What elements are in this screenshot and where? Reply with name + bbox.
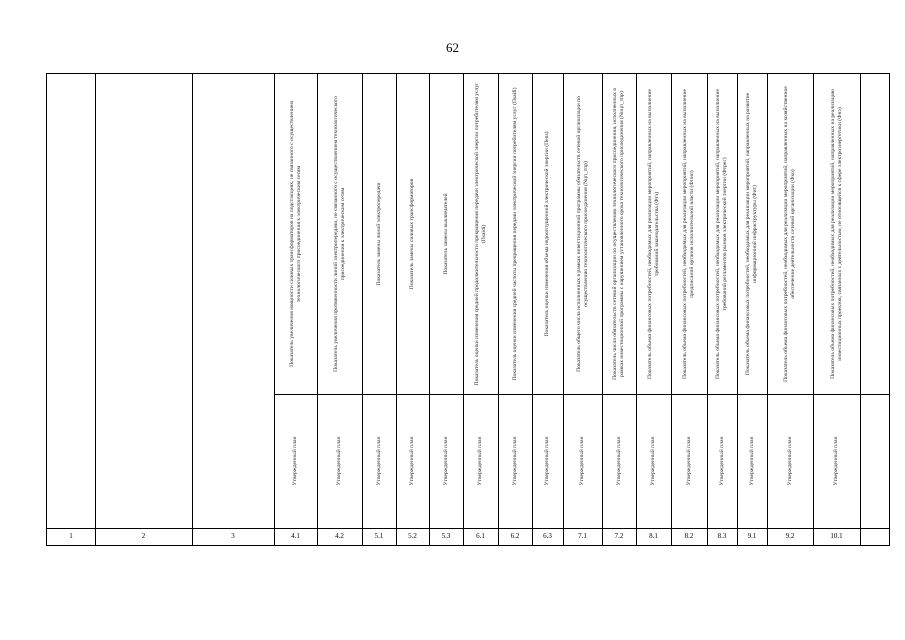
column-number: 1 — [69, 532, 73, 540]
column-number: 9.2 — [785, 532, 795, 540]
plan-label-9-2-cell — [767, 396, 813, 526]
plan-label-8-3-cell — [707, 396, 737, 526]
header-plan-divider — [274, 394, 889, 395]
indicator-header-4-1: Показатель увеличения мощности силовых трансформаторов на подстанциях, не связанного с осуществлением технологического присоединения к электрическим сетям — [288, 101, 302, 367]
plan-label-9-1-cell — [737, 396, 767, 526]
plan-label-10-1: Утвержденный план — [833, 436, 840, 486]
indicator-header-8-3-cell — [707, 76, 737, 392]
plan-label-6-1-cell — [463, 396, 498, 526]
indicator-header-7-2: Показатель числа обязательств сетевой организации по осуществлению технологического присоединения, исполненных в рамках инвестиционной программы с нарушением установленного срока технологического присоединения (Nнцп_тпр) — [612, 88, 625, 380]
indicator-header-5-1-cell — [362, 76, 396, 392]
plan-label-5-2-cell — [396, 396, 429, 526]
plan-label-4-2: Утвержденный план — [336, 436, 343, 486]
indicator-header-4-1-cell — [274, 76, 317, 392]
column-number: 4.2 — [335, 532, 344, 540]
plan-label-4-1-cell — [274, 396, 317, 526]
plan-label-8-2: Утвержденный план — [685, 436, 692, 486]
column-number: 5.2 — [408, 532, 417, 540]
column-divider — [95, 74, 96, 545]
column-number: 5.1 — [374, 532, 384, 540]
plan-label-7-1-cell — [563, 396, 602, 526]
plan-label-6-2: Утвержденный план — [511, 436, 518, 486]
indicator-header-7-2-cell — [602, 76, 636, 392]
column-divider — [192, 74, 193, 545]
indicator-header-10-1-cell — [813, 76, 860, 392]
plan-label-4-2-cell — [317, 396, 362, 526]
plan-label-6-3-cell — [532, 396, 563, 526]
plan-label-10-1-cell — [813, 396, 860, 526]
plan-label-5-3: Утвержденный план — [442, 436, 449, 486]
column-number: 6.2 — [510, 532, 520, 540]
indicator-header-6-2-cell — [498, 76, 532, 392]
indicator-header-6-1: Показатель оценки изменения средней продолжительности прекращения передачи электрической энергии потребителям услуг (Пsaidi) — [473, 82, 487, 386]
indicator-header-5-3: Показатель замены выключателей — [442, 193, 449, 275]
indicator-header-5-3-cell — [429, 76, 463, 392]
indicator-header-6-3-cell — [532, 76, 563, 392]
indicator-header-9-2: Показатель объема финансовых потребностей, необходимых для реализации мероприятий, направленных на хозяйственное обеспечение деятельности сетевой организации (Фхо) — [783, 86, 796, 382]
plan-label-6-2-cell — [498, 396, 532, 526]
indicator-header-8-3: Показатель объема финансовых потребностей, необходимых для реализации мероприятий, направленных на выполнение требований регламентов рынков электрической энергии (Фтрег) — [715, 88, 728, 380]
column-number: 5.3 — [441, 532, 451, 540]
column-divider — [860, 74, 861, 545]
indicator-header-8-2: Показатель объема финансовых потребностей, необходимых для реализации мероприятий, направленных на выполнение предписаний органов исполнительной власти (Фпип) — [682, 88, 695, 380]
indicator-header-5-1: Показатель замены линий электропередачи — [375, 182, 382, 286]
column-number: 4.1 — [291, 532, 300, 540]
indicator-header-6-1-cell — [463, 76, 498, 392]
plan-label-6-1: Утвержденный план — [477, 436, 484, 486]
plan-label-5-2: Утвержденный план — [409, 436, 416, 486]
indicator-header-8-2-cell — [671, 76, 707, 392]
column-number: 8.2 — [684, 532, 694, 540]
plan-label-8-1-cell — [636, 396, 671, 526]
plan-label-5-3-cell — [429, 396, 463, 526]
plan-label-8-1: Утвержденный план — [650, 436, 657, 486]
plan-label-6-3: Утвержденный план — [544, 436, 551, 486]
indicator-header-6-3: Показатель оценки изменения объема недоотпущенной электрической энергии (Пens) — [544, 131, 551, 337]
indicator-header-7-1-cell — [563, 76, 602, 392]
indicator-header-8-1-cell — [636, 76, 671, 392]
column-number: 7.2 — [614, 532, 624, 540]
plan-label-9-2: Утвержденный план — [786, 436, 793, 486]
plan-label-7-1: Утвержденный план — [579, 436, 586, 486]
indicator-header-9-1: Показатель объема финансовых потребностей, необходимых для реализации мероприятий, направленных на развитие информационной инфраструктуры (Фит) — [745, 92, 758, 376]
indicator-header-6-2: Показатель оценки изменения средней частоты прекращения передачи электрической энергии потребителям услуг (Пsaifi) — [511, 87, 518, 381]
column-number: 8.1 — [649, 532, 658, 540]
indicator-header-10-1: Показатель объема финансовых потребностей, необходимых для реализации мероприятий, направленных на реализацию инвестиционных проектов, связанных с деятельностью, не относящейся к сфере электроэнергетики (Фнэ) — [829, 89, 843, 379]
indicators-table — [46, 73, 890, 546]
plan-label-7-2: Утвержденный план — [615, 436, 622, 486]
indicator-header-9-2-cell — [767, 76, 813, 392]
plan-label-5-1: Утвержденный план — [375, 436, 382, 486]
indicator-header-5-2: Показатель замены силовых трансформаторов — [409, 178, 416, 290]
plan-label-5-1-cell — [362, 396, 396, 526]
column-number: 10.1 — [830, 532, 843, 540]
plan-label-8-3: Утвержденный план — [718, 436, 725, 486]
column-number: 6.3 — [543, 532, 552, 540]
plan-label-7-2-cell — [602, 396, 636, 526]
column-number: 7.1 — [578, 532, 587, 540]
column-number: 6.1 — [476, 532, 485, 540]
plan-label-4-1: Утвержденный план — [292, 436, 299, 486]
indicator-header-5-2-cell — [396, 76, 429, 392]
plan-label-9-1: Утвержденный план — [748, 436, 755, 486]
indicator-header-9-1-cell — [737, 76, 767, 392]
indicator-header-4-2: Показатель увеличения протяженности линий электропередачи, не связанного с осуществлением технологического присоединения к электрическим сетям — [332, 96, 346, 372]
column-number: 2 — [141, 532, 146, 540]
indicator-header-4-2-cell — [317, 76, 362, 392]
column-number: 9.1 — [747, 532, 757, 540]
indicator-header-8-1: Показатель объема финансовых потребностей, необходимых для реализации мероприятий, направленных на выполнение требований законодательства (Фтз) — [646, 88, 660, 380]
page-number: 62 — [446, 40, 459, 55]
plan-label-8-2-cell — [671, 396, 707, 526]
column-number: 3 — [231, 532, 235, 540]
column-number: 8.3 — [717, 532, 727, 540]
indicator-header-7-1: Показатель общего числа исполненных в рамках инвестиционной программы обязательств сетевой организации по осуществлению технологического присоединения (Nцп_тпр) — [575, 96, 589, 372]
